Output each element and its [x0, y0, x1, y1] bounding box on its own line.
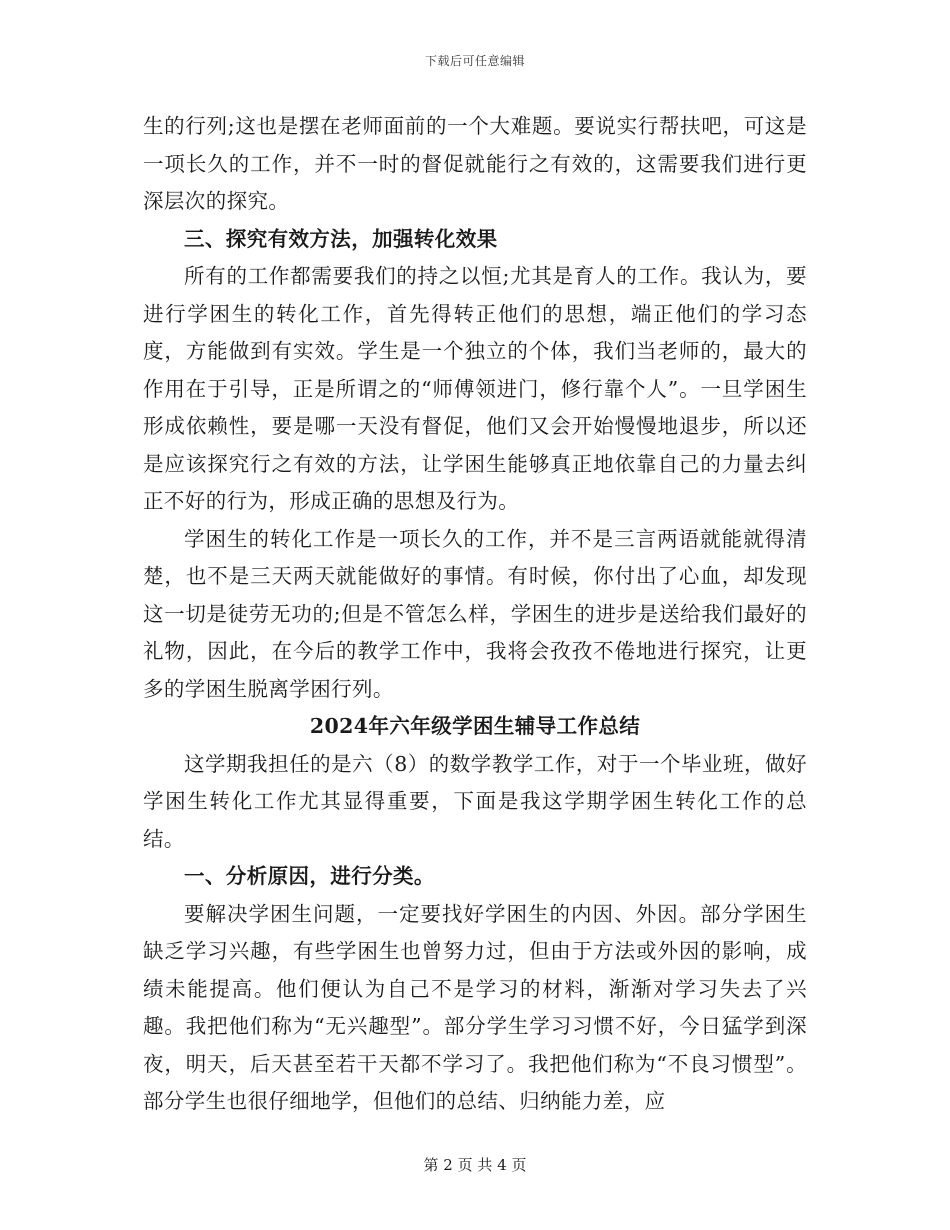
paragraph-continuation: 生的行列;这也是摆在老师面前的一个大难题。要说实行帮扶吧，可这是一项长久的工作，并不一时的督促就能行之有效的，这需要我们进行更深层次的探究。 — [143, 114, 807, 213]
paragraph-methods: 所有的工作都需要我们的持之以恒;尤其是育人的工作。我认为，要进行学困生的转化工作，首先得转正他们的思想，端正他们的学习态度，方能做到有实效。学生是一个独立的个体，我们当老师的，最大的作用在于引导，正是所谓之的“师傅领进门，修行靠个人”。一旦学困生形成依赖性，要是哪一天没有督促，他们又会开始慢慢地退步，所以还是应该探究行之有效的方法，让学困生能够真正地依靠自己的力量去纠正不好的行为，形成正确的思想及行为。 — [143, 264, 807, 513]
paragraph-analysis: 要解决学困生问题，一定要找好学困生的内因、外因。部分学困生缺乏学习兴趣，有些学困生也曾努力过，但由于方法或外因的影响，成绩未能提高。他们便认为自己不是学习的材料，渐渐对学习失去了兴趣。我把他们称为“无兴趣型”。部分学生学习习惯不好，今日猛学到深夜，明天，后天甚至若干天都不学习了。我把他们称为“不良习惯型”。部分学生也很仔细地学，但他们的总结、归纳能力差，应 — [143, 901, 807, 1113]
paragraph-conclusion: 学困生的转化工作是一项长久的工作，并不是三言两语就能就得清楚，也不是三天两天就能做好的事情。有时候，你付出了心血，却发现这一切是徒劳无功的;但是不管怎么样，学困生的进步是送给我们最好的礼物，因此，在今后的教学工作中，我将会孜孜不倦地进行探究，让更多的学困生脱离学困行列。 — [143, 526, 807, 701]
page-number-footer: 第 2 页 共 4 页 — [423, 1156, 527, 1174]
document-body — [143, 108, 807, 1121]
page-header-note: 下载后可任意编辑 — [424, 54, 525, 68]
document-title: 2024年六年级学困生辅导工作总结 — [309, 714, 641, 738]
section-heading-3: 三、探究有效方法，加强转化效果 — [184, 226, 498, 251]
paragraph-intro: 这学期我担任的是六（8）的数学教学工作，对于一个毕业班，做好学困生转化工作尤其显得重要，下面是我这学期学困生转化工作的总结。 — [143, 751, 807, 851]
section-heading-1: 一、分析原因，进行分类。 — [184, 864, 435, 888]
